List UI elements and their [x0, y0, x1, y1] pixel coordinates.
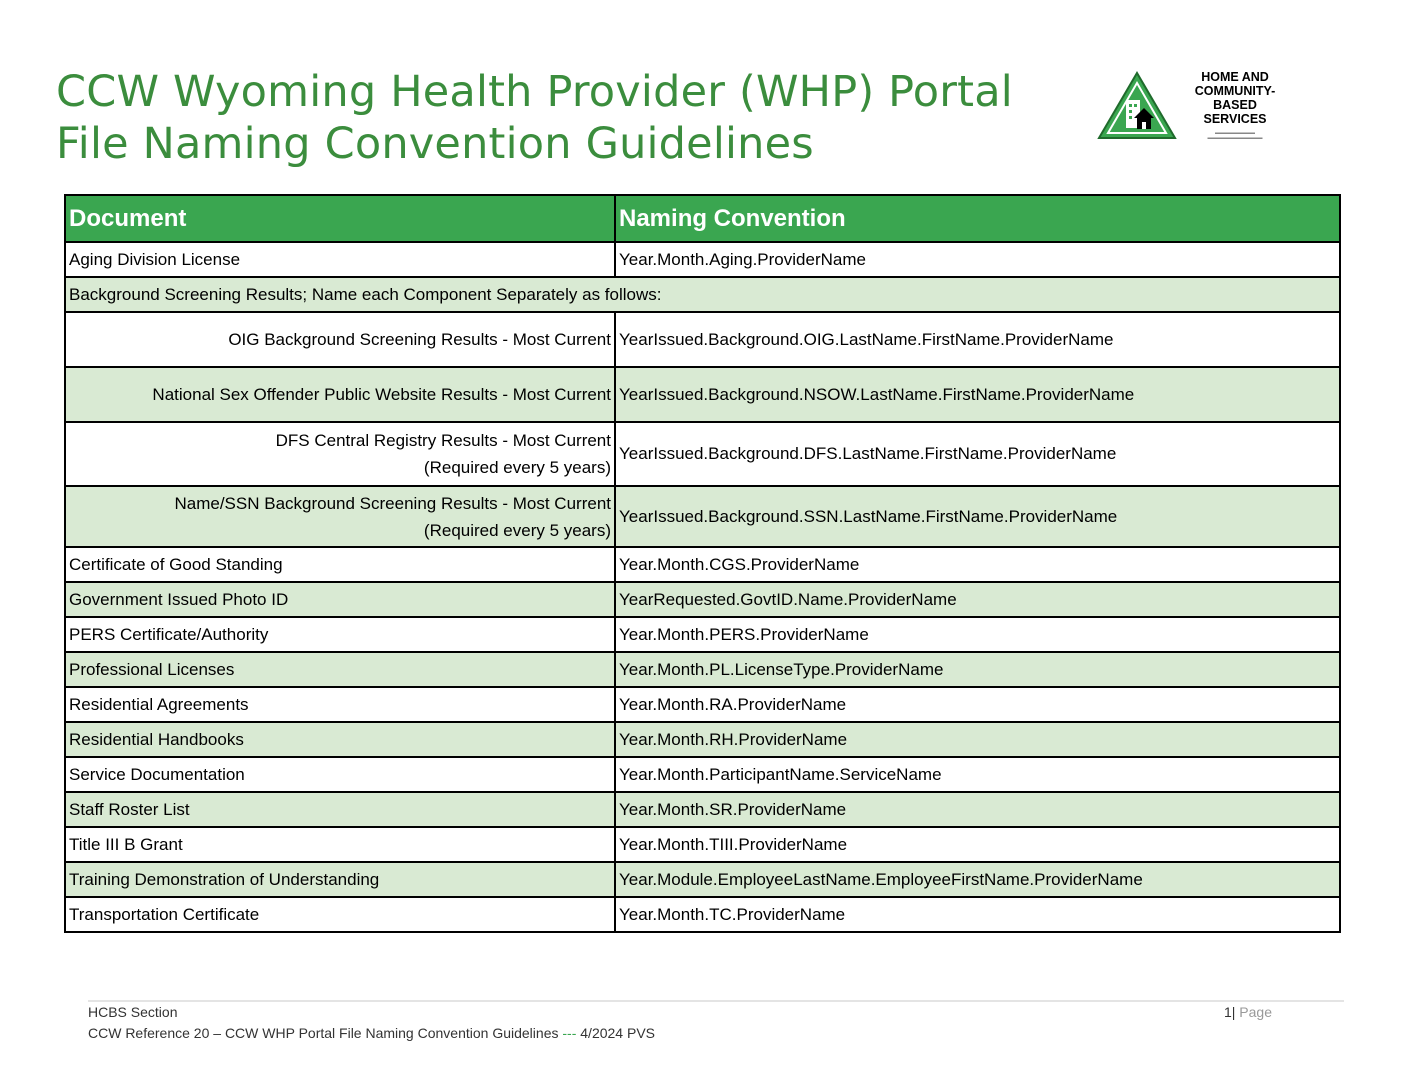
convention-cell: Year.Month.CGS.ProviderName	[615, 547, 1340, 582]
convention-cell: YearIssued.Background.SSN.LastName.FirstName.ProviderName	[615, 486, 1340, 547]
document-cell: Residential Handbooks	[65, 722, 615, 757]
table-row	[65, 687, 1340, 722]
document-cell: Government Issued Photo ID	[65, 582, 615, 617]
footer-divider	[88, 1000, 1344, 1002]
logo-fine-print: ▬▬▬▬▬▬▬▬ ▬▬▬▬▬▬▬▬▬▬▬	[1207, 130, 1263, 141]
footer-section: HCBS Section	[88, 1004, 178, 1020]
document-cell: Service Documentation	[65, 757, 615, 792]
logo-text: HOME AND COMMUNITY- BASED SERVICES	[1194, 70, 1276, 126]
document-cell: Training Demonstration of Understanding	[65, 862, 615, 897]
section-cell: Background Screening Results; Name each Component Separately as follows:	[65, 277, 1340, 312]
document-cell: Residential Agreements	[65, 687, 615, 722]
document-cell: Title III B Grant	[65, 827, 615, 862]
convention-cell: Year.Month.SR.ProviderName	[615, 792, 1340, 827]
convention-cell: YearRequested.GovtID.Name.ProviderName	[615, 582, 1340, 617]
footer-reference: CCW Reference 20 – CCW WHP Portal File Naming Convention Guidelines --- 4/2024 PVS	[88, 1025, 655, 1041]
convention-cell: YearIssued.Background.NSOW.LastName.FirstName.ProviderName	[615, 367, 1340, 422]
table-row	[65, 312, 1340, 367]
table-row	[65, 722, 1340, 757]
convention-cell: Year.Month.RA.ProviderName	[615, 687, 1340, 722]
header-naming-convention: Naming Convention	[615, 195, 1340, 242]
document-cell: Certificate of Good Standing	[65, 547, 615, 582]
document-cell: Transportation Certificate	[65, 897, 615, 932]
table-row	[65, 862, 1340, 897]
document-cell: PERS Certificate/Authority	[65, 617, 615, 652]
header-document: Document	[65, 195, 615, 242]
document-cell: Aging Division License	[65, 242, 615, 277]
page-number: 1| Page	[1223, 1004, 1272, 1020]
naming-convention-table	[64, 194, 1341, 933]
table-row	[65, 486, 1340, 547]
document-cell: OIG Background Screening Results - Most Current	[65, 312, 615, 367]
title-line-2: File Naming Convention Guidelines	[56, 119, 814, 169]
convention-cell: Year.Month.Aging.ProviderName	[615, 242, 1340, 277]
table-header-row	[65, 195, 1340, 242]
document-cell: Staff Roster List	[65, 792, 615, 827]
table-row	[65, 897, 1340, 932]
table-row-section	[65, 277, 1340, 312]
convention-cell: Year.Month.TC.ProviderName	[615, 897, 1340, 932]
convention-cell: Year.Month.ParticipantName.ServiceName	[615, 757, 1340, 792]
table-row	[65, 652, 1340, 687]
convention-cell: Year.Month.RH.ProviderName	[615, 722, 1340, 757]
table-row	[65, 582, 1340, 617]
document-cell: Name/SSN Background Screening Results - Most Current (Required every 5 years)	[65, 486, 615, 547]
convention-cell: Year.Module.EmployeeLastName.EmployeeFirstName.ProviderName	[615, 862, 1340, 897]
table-row	[65, 617, 1340, 652]
document-cell: DFS Central Registry Results - Most Current (Required every 5 years)	[65, 422, 615, 486]
table-row	[65, 422, 1340, 486]
table-row	[65, 757, 1340, 792]
convention-cell: Year.Month.TIII.ProviderName	[615, 827, 1340, 862]
convention-cell: Year.Month.PERS.ProviderName	[615, 617, 1340, 652]
document-cell: National Sex Offender Public Website Results - Most Current	[65, 367, 615, 422]
title-line-1: CCW Wyoming Health Provider (WHP) Portal	[56, 67, 1013, 117]
table-row	[65, 367, 1340, 422]
table-row	[65, 827, 1340, 862]
document-title	[56, 66, 1013, 170]
table-row	[65, 547, 1340, 582]
table-row	[65, 242, 1340, 277]
document-cell: Professional Licenses	[65, 652, 615, 687]
table-row	[65, 792, 1340, 827]
convention-cell: Year.Month.PL.LicenseType.ProviderName	[615, 652, 1340, 687]
convention-cell: YearIssued.Background.OIG.LastName.FirstName.ProviderName	[615, 312, 1340, 367]
convention-cell: YearIssued.Background.DFS.LastName.FirstName.ProviderName	[615, 422, 1340, 486]
